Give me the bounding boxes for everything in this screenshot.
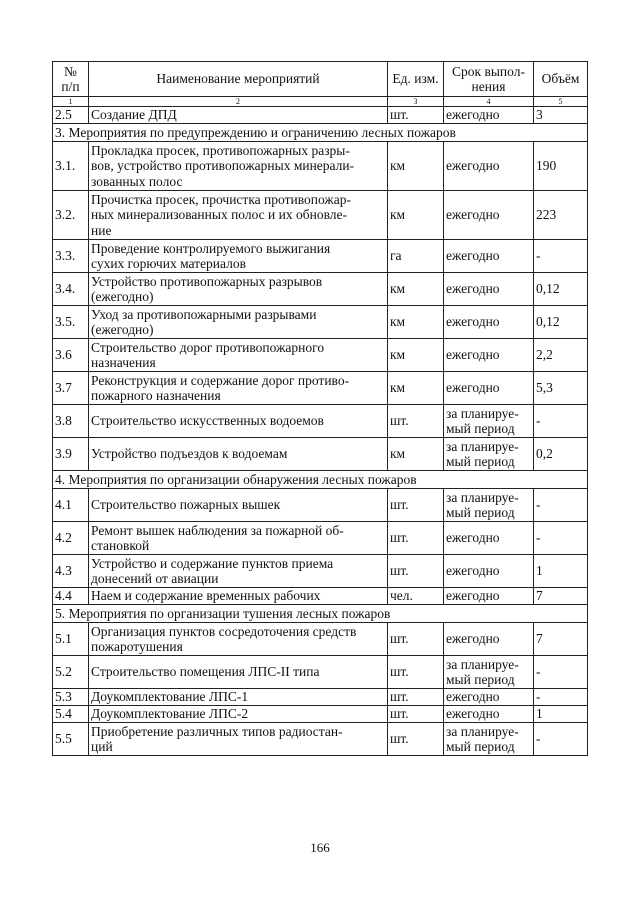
measure-name-text: Создание ДПД xyxy=(91,107,177,123)
unit-cell xyxy=(388,623,444,656)
term-text: ежегодно xyxy=(446,281,500,297)
table-row xyxy=(53,107,588,124)
table-row xyxy=(53,240,588,273)
row-number-cell xyxy=(53,191,89,240)
col-number: 2 xyxy=(89,97,388,107)
unit-text: шт. xyxy=(390,107,409,123)
unit-text: шт. xyxy=(390,706,409,722)
row-number-cell xyxy=(53,273,89,306)
measure-name-text: Организация пунктов сосредоточения средств пожаротушения xyxy=(91,623,357,654)
unit-cell xyxy=(388,339,444,372)
row-number-cell xyxy=(53,339,89,372)
row-number-cell xyxy=(53,489,89,522)
volume-cell xyxy=(534,107,588,124)
section-title: 4. Мероприятия по организации обнаружения лесных пожаров xyxy=(53,471,588,489)
term-cell xyxy=(444,306,534,339)
volume-text: 7 xyxy=(536,631,543,647)
measure-name-text: Прочистка просек, прочистка противопожар- ных минерализованных полос и их обновле- ние xyxy=(91,191,351,238)
measure-name-text: Строительство искусственных водоемов xyxy=(91,413,324,429)
unit-text: шт. xyxy=(390,731,409,747)
term-cell xyxy=(444,405,534,438)
row-number-cell xyxy=(53,555,89,588)
term-text: ежегодно xyxy=(446,588,500,604)
table-row xyxy=(53,372,588,405)
table-row xyxy=(53,555,588,588)
term-cell xyxy=(444,339,534,372)
header-unit: Ед. изм. xyxy=(388,62,444,97)
row-number-cell xyxy=(53,706,89,723)
row-number-cell xyxy=(53,689,89,706)
unit-text: шт. xyxy=(390,664,409,680)
table-row xyxy=(53,489,588,522)
row-number-cell xyxy=(53,142,89,191)
unit-cell xyxy=(388,689,444,706)
col-number: 1 xyxy=(53,97,89,107)
header-term-text: Срок выпол- нения xyxy=(452,63,525,94)
volume-cell xyxy=(534,588,588,605)
row-number-text: 3.6 xyxy=(55,347,72,363)
volume-cell xyxy=(534,273,588,306)
measure-name-cell xyxy=(89,723,388,756)
table-row xyxy=(53,191,588,240)
term-cell xyxy=(444,555,534,588)
volume-text: 0,12 xyxy=(536,314,560,330)
header-volume: Объём xyxy=(534,62,588,97)
measure-name-text: Доукомплектование ЛПС-2 xyxy=(91,706,249,722)
term-cell xyxy=(444,438,534,471)
volume-cell xyxy=(534,706,588,723)
term-cell xyxy=(444,723,534,756)
table-row xyxy=(53,623,588,656)
table-row xyxy=(53,689,588,706)
volume-text: 190 xyxy=(536,158,557,174)
measure-name-text: Строительство пожарных вышек xyxy=(91,497,281,513)
term-cell xyxy=(444,706,534,723)
term-cell xyxy=(444,142,534,191)
unit-cell xyxy=(388,723,444,756)
row-number-cell xyxy=(53,723,89,756)
unit-text: км xyxy=(390,207,406,223)
row-number-text: 3.1. xyxy=(55,158,76,174)
measure-name-text: Наем и содержание временных рабочих xyxy=(91,588,321,604)
row-number-text: 4.4 xyxy=(55,588,72,604)
volume-text: 3 xyxy=(536,107,543,123)
table-row xyxy=(53,273,588,306)
unit-text: км xyxy=(390,446,406,462)
measure-name-cell xyxy=(89,623,388,656)
volume-text: 5,3 xyxy=(536,380,553,396)
unit-text: шт. xyxy=(390,413,409,429)
row-number-text: 4.1 xyxy=(55,497,72,513)
unit-cell xyxy=(388,588,444,605)
volume-text: - xyxy=(536,413,541,429)
unit-text: км xyxy=(390,347,406,363)
volume-text: - xyxy=(536,689,541,705)
unit-cell xyxy=(388,191,444,240)
col-number: 3 xyxy=(388,97,444,107)
measure-name-cell xyxy=(89,438,388,471)
col-number: 5 xyxy=(534,97,588,107)
measure-name-cell xyxy=(89,339,388,372)
volume-text: 0,12 xyxy=(536,281,560,297)
term-text: ежегодно xyxy=(446,248,500,264)
unit-cell xyxy=(388,438,444,471)
table-row xyxy=(53,588,588,605)
term-cell xyxy=(444,656,534,689)
term-text: ежегодно xyxy=(446,314,500,330)
row-number-text: 3.9 xyxy=(55,446,72,462)
row-number-cell xyxy=(53,623,89,656)
unit-text: км xyxy=(390,158,406,174)
volume-text: 1 xyxy=(536,563,543,579)
table-row xyxy=(53,522,588,555)
unit-cell xyxy=(388,273,444,306)
row-number-text: 2.5 xyxy=(55,107,72,123)
header-row xyxy=(53,62,588,97)
measure-name-cell xyxy=(89,555,388,588)
volume-text: 0,2 xyxy=(536,446,553,462)
row-number-cell xyxy=(53,240,89,273)
term-text: ежегодно xyxy=(446,347,500,363)
header-num-text: № п/п xyxy=(61,63,80,94)
row-number-cell xyxy=(53,522,89,555)
table-body xyxy=(53,107,588,756)
volume-text: 1 xyxy=(536,706,543,722)
volume-cell xyxy=(534,142,588,191)
row-number-text: 3.8 xyxy=(55,413,72,429)
table-row xyxy=(53,706,588,723)
volume-text: 7 xyxy=(536,588,543,604)
volume-cell xyxy=(534,555,588,588)
term-cell xyxy=(444,372,534,405)
volume-cell xyxy=(534,723,588,756)
measure-name-cell xyxy=(89,372,388,405)
volume-cell xyxy=(534,438,588,471)
row-number-cell xyxy=(53,438,89,471)
term-text: за планируе- мый период xyxy=(446,656,519,687)
unit-text: чел. xyxy=(390,588,413,604)
measure-name-cell xyxy=(89,489,388,522)
row-number-cell xyxy=(53,306,89,339)
section-row xyxy=(53,605,588,623)
table-row xyxy=(53,142,588,191)
table-row xyxy=(53,723,588,756)
unit-cell xyxy=(388,405,444,438)
term-text: за планируе- мый период xyxy=(446,723,519,754)
row-number-cell xyxy=(53,405,89,438)
row-number-text: 3.3. xyxy=(55,248,76,264)
term-text: за планируе- мый период xyxy=(446,489,519,520)
term-text: ежегодно xyxy=(446,158,500,174)
row-number-cell xyxy=(53,588,89,605)
volume-cell xyxy=(534,191,588,240)
measure-name-text: Ремонт вышек наблюдения за пожарной об- становкой xyxy=(91,522,344,553)
column-number-row xyxy=(53,97,588,107)
page-number: 166 xyxy=(310,840,330,855)
term-text: ежегодно xyxy=(446,706,500,722)
measure-name-cell xyxy=(89,689,388,706)
unit-text: шт. xyxy=(390,497,409,513)
unit-cell xyxy=(388,107,444,124)
unit-cell xyxy=(388,240,444,273)
volume-cell xyxy=(534,656,588,689)
row-number-cell xyxy=(53,372,89,405)
measure-name-cell xyxy=(89,522,388,555)
measure-name-cell xyxy=(89,273,388,306)
row-number-cell xyxy=(53,656,89,689)
row-number-text: 5.3 xyxy=(55,689,72,705)
row-number-text: 3.7 xyxy=(55,380,72,396)
section-row xyxy=(53,124,588,142)
unit-cell xyxy=(388,522,444,555)
volume-cell xyxy=(534,372,588,405)
term-text: ежегодно xyxy=(446,530,500,546)
row-number-text: 5.4 xyxy=(55,706,72,722)
unit-text: шт. xyxy=(390,689,409,705)
volume-cell xyxy=(534,689,588,706)
measure-name-cell xyxy=(89,405,388,438)
measure-name-text: Строительство дорог противопожарного назначения xyxy=(91,339,325,370)
term-text: ежегодно xyxy=(446,631,500,647)
measure-name-text: Строительство помещения ЛПС-II типа xyxy=(91,664,320,680)
volume-cell xyxy=(534,339,588,372)
measure-name-text: Устройство подъездов к водоемам xyxy=(91,446,288,462)
unit-cell xyxy=(388,656,444,689)
measure-name-cell xyxy=(89,656,388,689)
row-number-text: 5.1 xyxy=(55,631,72,647)
table-row xyxy=(53,339,588,372)
measure-name-cell xyxy=(89,240,388,273)
term-text: ежегодно xyxy=(446,563,500,579)
term-cell xyxy=(444,273,534,306)
unit-cell xyxy=(388,706,444,723)
volume-text: - xyxy=(536,530,541,546)
unit-text: шт. xyxy=(390,530,409,546)
measure-name-text: Проведение контролируемого выжигания сухих горючих материалов xyxy=(91,240,331,271)
measure-name-text: Уход за противопожарными разрывами (ежегодно) xyxy=(91,306,317,337)
term-cell xyxy=(444,191,534,240)
section-row xyxy=(53,471,588,489)
measures-table xyxy=(52,61,588,756)
row-number-cell xyxy=(53,107,89,124)
term-cell xyxy=(444,489,534,522)
row-number-text: 5.2 xyxy=(55,664,72,680)
volume-text: - xyxy=(536,248,541,264)
table-row xyxy=(53,405,588,438)
term-cell xyxy=(444,522,534,555)
header-num xyxy=(53,62,89,97)
unit-text: км xyxy=(390,380,406,396)
row-number-text: 3.4. xyxy=(55,281,76,297)
measure-name-cell xyxy=(89,588,388,605)
measure-name-text: Прокладка просек, противопожарных разры- вов, устройство противопожарных минерали- зованных полос xyxy=(91,142,355,189)
measure-name-cell xyxy=(89,142,388,191)
measure-name-text: Доукомплектование ЛПС-1 xyxy=(91,689,249,705)
term-text: ежегодно xyxy=(446,380,500,396)
unit-text: шт. xyxy=(390,563,409,579)
unit-cell xyxy=(388,489,444,522)
term-text: ежегодно xyxy=(446,689,500,705)
section-title: 3. Мероприятия по предупреждению и ограничению лесных пожаров xyxy=(53,124,588,142)
row-number-text: 4.3 xyxy=(55,563,72,579)
measure-name-cell xyxy=(89,306,388,339)
term-cell xyxy=(444,107,534,124)
measure-name-cell xyxy=(89,107,388,124)
term-cell xyxy=(444,588,534,605)
unit-cell xyxy=(388,555,444,588)
measure-name-text: Устройство и содержание пунктов приема донесений от авиации xyxy=(91,555,334,586)
unit-text: км xyxy=(390,281,406,297)
measure-name-cell xyxy=(89,706,388,723)
volume-cell xyxy=(534,489,588,522)
col-number: 4 xyxy=(444,97,534,107)
header-name: Наименование мероприятий xyxy=(89,62,388,97)
unit-cell xyxy=(388,372,444,405)
term-text: ежегодно xyxy=(446,207,500,223)
row-number-text: 5.5 xyxy=(55,731,72,747)
table-row xyxy=(53,656,588,689)
term-text: за планируе- мый период xyxy=(446,438,519,469)
measure-name-text: Устройство противопожарных разрывов (ежегодно) xyxy=(91,273,323,304)
row-number-text: 4.2 xyxy=(55,530,72,546)
term-cell xyxy=(444,240,534,273)
table-row xyxy=(53,306,588,339)
measure-name-cell xyxy=(89,191,388,240)
volume-text: - xyxy=(536,497,541,513)
volume-cell xyxy=(534,306,588,339)
measure-name-text: Реконструкция и содержание дорог противо- пожарного назначения xyxy=(91,372,350,403)
header-term xyxy=(444,62,534,97)
volume-text: - xyxy=(536,664,541,680)
term-text: ежегодно xyxy=(446,107,500,123)
unit-text: км xyxy=(390,314,406,330)
term-text: за планируе- мый период xyxy=(446,405,519,436)
term-cell xyxy=(444,689,534,706)
unit-cell xyxy=(388,306,444,339)
volume-cell xyxy=(534,405,588,438)
volume-text: 223 xyxy=(536,207,557,223)
volume-cell xyxy=(534,623,588,656)
volume-cell xyxy=(534,522,588,555)
section-title: 5. Мероприятия по организации тушения лесных пожаров xyxy=(53,605,588,623)
volume-cell xyxy=(534,240,588,273)
term-cell xyxy=(444,623,534,656)
unit-text: га xyxy=(390,248,402,264)
row-number-text: 3.2. xyxy=(55,207,76,223)
volume-text: - xyxy=(536,731,541,747)
row-number-text: 3.5. xyxy=(55,314,76,330)
volume-text: 2,2 xyxy=(536,347,553,363)
unit-cell xyxy=(388,142,444,191)
measure-name-text: Приобретение различных типов радиостан- ций xyxy=(91,723,343,754)
table-row xyxy=(53,438,588,471)
unit-text: шт. xyxy=(390,631,409,647)
